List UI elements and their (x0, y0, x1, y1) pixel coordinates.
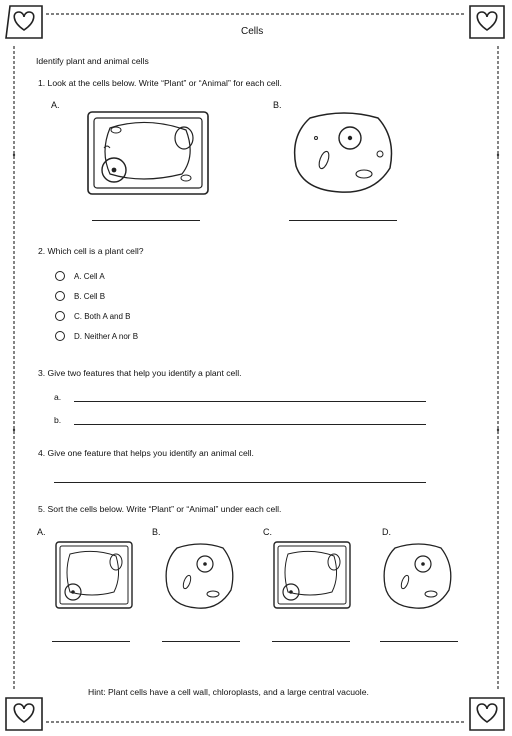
option-c[interactable]: C. Both A and B (55, 311, 130, 321)
plant-cell-image (54, 540, 134, 610)
plant-cell-image (86, 108, 212, 198)
instruction: Identify plant and animal cells (36, 56, 149, 66)
question-2: 2. Which cell is a plant cell? (38, 246, 144, 256)
cell-label-b: B. (273, 100, 282, 110)
radio-circle[interactable] (55, 271, 65, 281)
radio-circle[interactable] (55, 311, 65, 321)
sort-label-c: C. (263, 527, 272, 537)
question-4: 4. Give one feature that helps you identify an animal cell. (38, 448, 254, 458)
question-5: 5. Sort the cells below. Write “Plant” or “Animal” under each cell. (38, 504, 282, 514)
sort-label-d: D. (382, 527, 391, 537)
option-b[interactable]: B. Cell B (55, 291, 105, 301)
option-d[interactable]: D. Neither A nor B (55, 331, 138, 341)
plant-cell-image (272, 540, 352, 610)
hint-text: Hint: Plant cells have a cell wall, chloroplasts, and a large central vacuole. (88, 687, 369, 697)
question-3: 3. Give two features that help you identify a plant cell. (38, 368, 242, 378)
radio-circle[interactable] (55, 331, 65, 341)
answer-label-a: a. (54, 392, 62, 402)
answer-line-5b[interactable] (162, 641, 240, 642)
answer-line-1a[interactable] (92, 220, 200, 221)
answer-line-5d[interactable] (380, 641, 458, 642)
page-title: Cells (241, 26, 264, 37)
animal-cell-image (381, 540, 455, 612)
animal-cell-image (290, 108, 398, 196)
answer-line-5a[interactable] (52, 641, 130, 642)
answer-line-3a[interactable] (74, 401, 426, 402)
answer-line-4[interactable] (54, 482, 426, 483)
question-1: 1. Look at the cells below. Write “Plant” or “Animal” for each cell. (38, 78, 282, 88)
answer-line-3b[interactable] (74, 424, 426, 425)
radio-circle[interactable] (55, 291, 65, 301)
answer-line-5c[interactable] (272, 641, 350, 642)
answer-label-b: b. (54, 415, 62, 425)
cell-label-a: A. (51, 100, 60, 110)
sort-label-a: A. (37, 527, 46, 537)
animal-cell-image (163, 540, 237, 612)
option-a[interactable]: A. Cell A (55, 271, 105, 281)
sort-label-b: B. (152, 527, 161, 537)
answer-line-1b[interactable] (289, 220, 397, 221)
